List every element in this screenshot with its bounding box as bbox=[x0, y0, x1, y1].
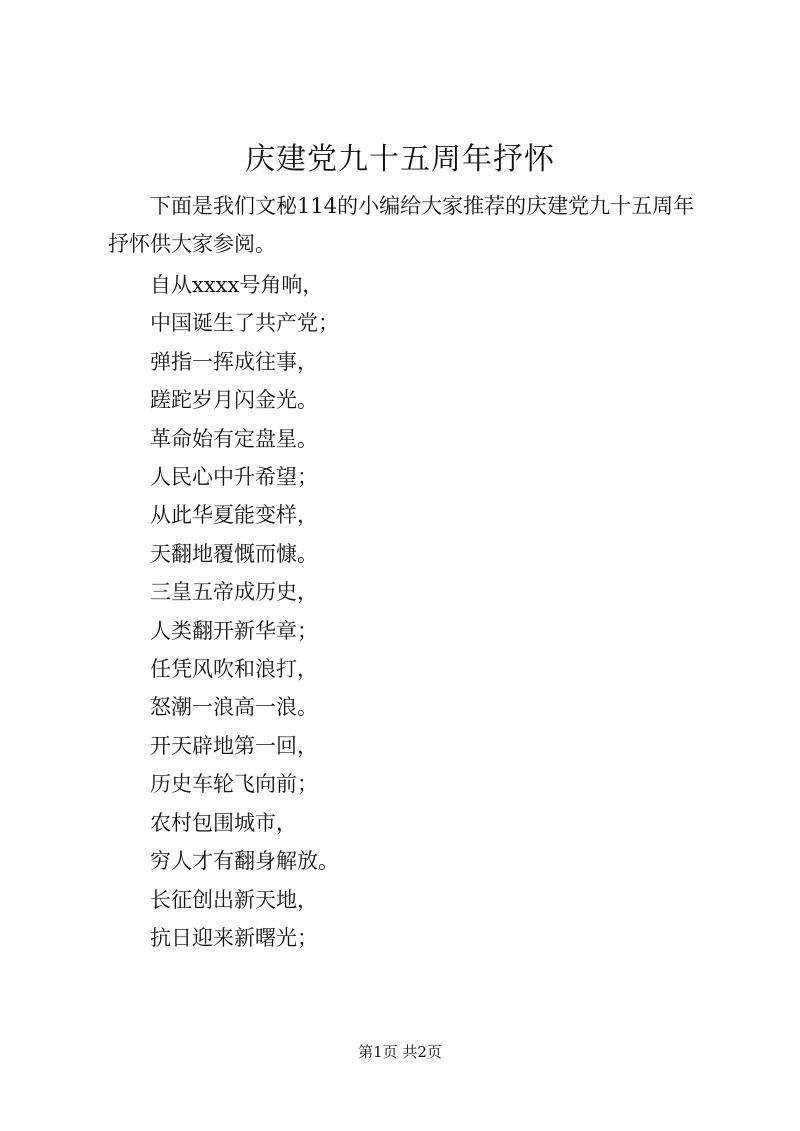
intro-paragraph: 下面是我们文秘114的小编给大家推荐的庆建党九十五周年抒怀供大家参阅。 bbox=[108, 194, 695, 256]
poem-line: 历史车轮飞向前； bbox=[150, 772, 318, 797]
poem-line: 蹉跎岁月闪金光。 bbox=[150, 388, 318, 413]
poem-line: 中国诞生了共产党； bbox=[150, 311, 339, 336]
poem-line: 弹指一挥成往事， bbox=[150, 349, 318, 374]
poem-line: 自从xxxx号角响， bbox=[150, 273, 324, 297]
poem-line: 三皇五帝成历史， bbox=[150, 580, 318, 605]
poem-line: 人类翻开新华章； bbox=[150, 618, 318, 643]
poem-line: 开天辟地第一回， bbox=[150, 733, 318, 758]
poem-line: 怒潮一浪高一浪。 bbox=[150, 695, 318, 720]
poem-line: 人民心中升希望； bbox=[150, 465, 318, 490]
poem-line: 天翻地覆慨而慷。 bbox=[150, 541, 318, 566]
poem-line: 革命始有定盘星。 bbox=[150, 426, 318, 451]
poem-line: 从此华夏能变样， bbox=[150, 503, 318, 528]
document-title: 庆建党九十五周年抒怀 bbox=[245, 142, 555, 177]
page-footer: 第1页 共2页 bbox=[358, 1043, 442, 1061]
poem-lines bbox=[150, 266, 339, 957]
poem-line: 抗日迎来新曙光； bbox=[150, 925, 318, 950]
poem-line: 穷人才有翻身解放。 bbox=[150, 849, 339, 874]
poem-line: 任凭风吹和浪打， bbox=[150, 657, 318, 682]
poem-line: 长征创出新天地， bbox=[150, 887, 318, 912]
poem-line: 农村包围城市， bbox=[150, 810, 297, 835]
